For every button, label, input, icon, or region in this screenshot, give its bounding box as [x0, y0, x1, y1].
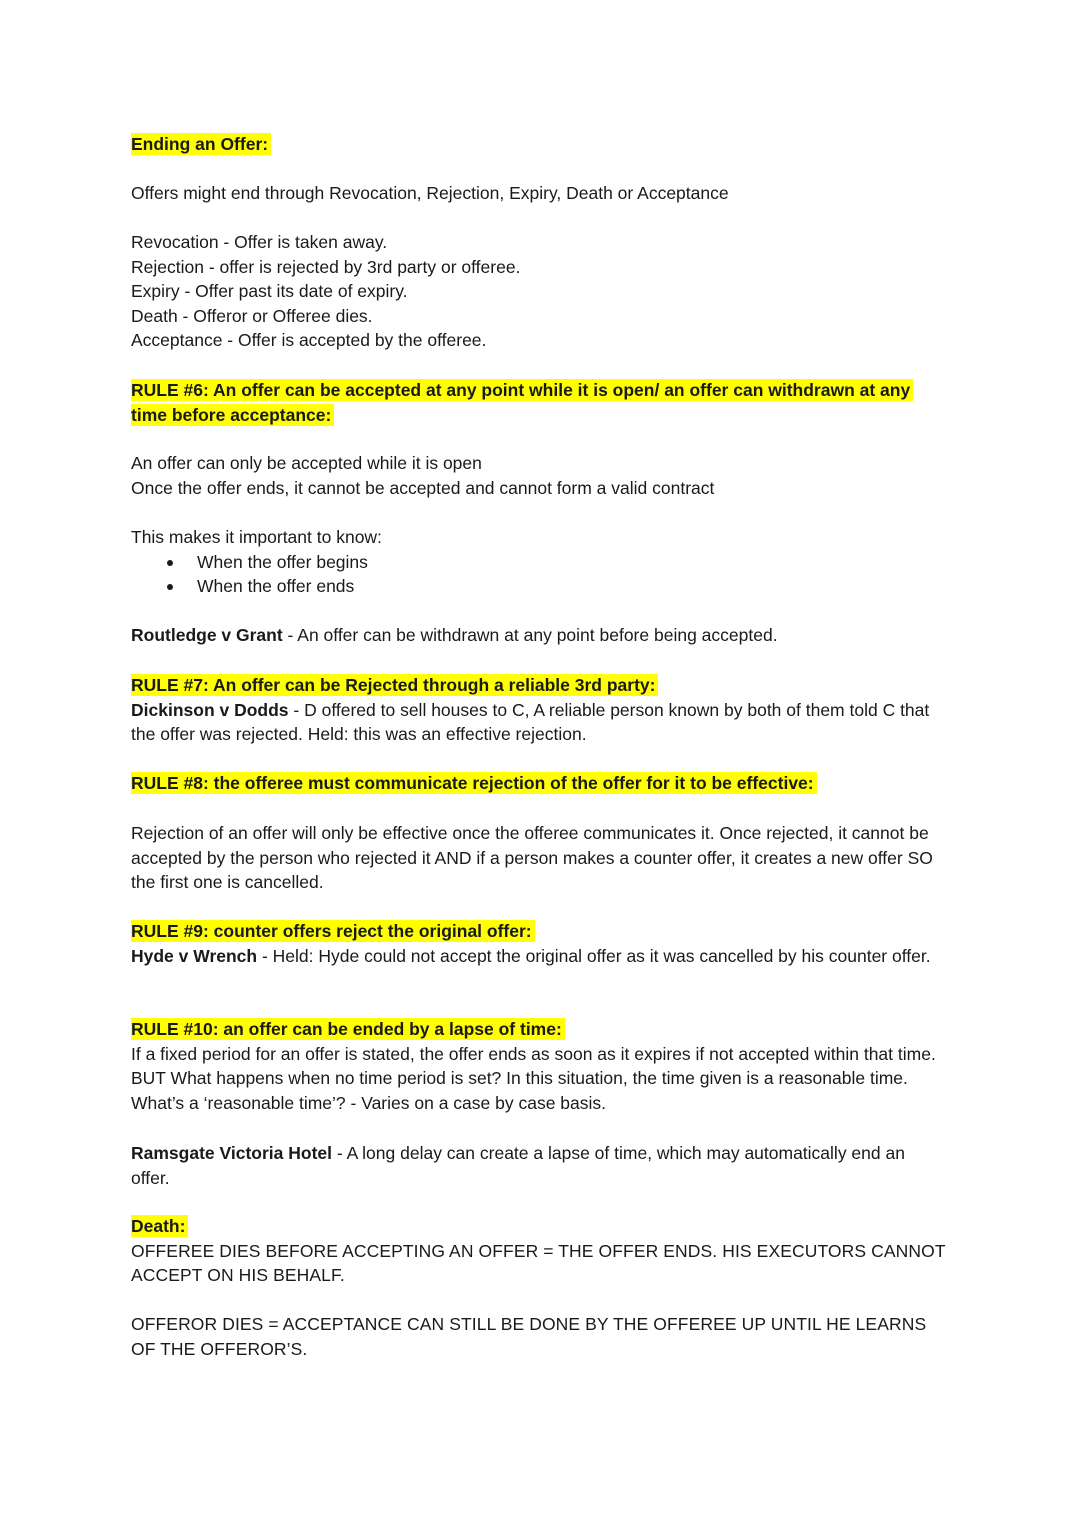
rule10-section — [131, 1017, 946, 1115]
heading-ending-offer: Ending an Offer: — [131, 132, 951, 157]
death-section — [131, 1214, 946, 1288]
rule10-heading: RULE #10: an offer can be ended by a lapse of time: — [131, 1018, 565, 1040]
definition-revocation: Revocation - Offer is taken away. — [131, 232, 388, 252]
bullet-item: When the offer begins — [131, 550, 951, 575]
case-name: Hyde v Wrench — [131, 945, 258, 966]
definition-acceptance: Acceptance - Offer is accepted by the offeree. — [131, 330, 487, 350]
rule10-text: If a fixed period for an offer is stated, the offer ends as soon as it expires if not accepted within that time. BUT What happens when no time period is set? In this situation, the time given is a reasonable time. What’s a ‘reasonable time’? - Varies on a case by case basis. — [131, 1043, 936, 1113]
case-name: Routledge v Grant — [131, 625, 283, 645]
definition-expiry: Expiry - Offer past its date of expiry. — [131, 281, 408, 301]
rule8-heading-wrap — [131, 771, 951, 796]
case-text: - An offer can be withdrawn at any point before being accepted. — [282, 625, 778, 645]
case-routledge — [131, 623, 951, 648]
death-offeror-text: OFFEROR DIES = ACCEPTANCE CAN STILL BE DONE BY THE OFFEREE UP UNTIL HE LEARNS OF THE OFFEROR’S. — [131, 1314, 927, 1359]
rule6-line-2: Once the offer ends, it cannot be accepted and cannot form a valid contract — [131, 477, 715, 498]
bullet-item: When the offer ends — [131, 574, 951, 599]
definition-death: Death - Offeror or Offeree dies. — [131, 305, 373, 326]
rule9-heading: RULE #9: counter offers reject the original offer: — [131, 920, 535, 942]
rule8-text: Rejection of an offer will only be effective once the offeree communicates it. Once rejected, it cannot be accepted by the person who rejected it AND if a person makes a counter offer, it creates a new offer SO the first one is cancelled. — [131, 823, 933, 892]
bullet-list — [131, 550, 951, 599]
rule7-section — [131, 673, 931, 747]
rule8-heading: RULE #8: the offeree must communicate rejection of the offer for it to be effective: — [131, 772, 817, 794]
case-hyde — [131, 944, 931, 969]
case-name: Ramsgate Victoria Hotel — [131, 1143, 332, 1163]
case-text: - Held: Hyde could not accept the original offer as it was cancelled by his counter offer. — [257, 945, 931, 966]
definition-rejection: Rejection - offer is rejected by 3rd party or offeree. — [131, 256, 521, 277]
rule9-section — [131, 919, 931, 968]
case-name: Dickinson v Dodds — [131, 699, 289, 720]
intro-text: Offers might end through Revocation, Rejection, Expiry, Death or Acceptance — [131, 183, 729, 203]
important-intro: This makes it important to know: — [131, 527, 382, 547]
case-ramsgate — [131, 1141, 946, 1190]
death-offeree-text: OFFEREE DIES BEFORE ACCEPTING AN OFFER = THE OFFER ENDS. HIS EXECUTORS CANNOT ACCEPT ON HIS BEHALF. — [131, 1240, 946, 1285]
rule6-body — [131, 451, 951, 500]
rule7-heading: RULE #7: An offer can be Rejected through a reliable 3rd party: — [131, 674, 658, 696]
case-dickinson — [131, 698, 931, 747]
definitions-list — [131, 230, 951, 353]
death-heading: Death: — [131, 1215, 188, 1237]
case-text: - D offered to sell houses to C, A reliable person known by both of them told C that the offer was rejected. Held: this was an effective rejection. — [131, 699, 930, 744]
important-section — [131, 525, 951, 599]
rule6-line-1: An offer can only be accepted while it is open — [131, 453, 482, 473]
rule6-heading: RULE #6: An offer can be accepted at any point while it is open/ an offer can withdrawn at any time before acceptance: — [131, 378, 931, 427]
case-text: - A long delay can create a lapse of time, which may automatically end an offer. — [131, 1143, 905, 1188]
